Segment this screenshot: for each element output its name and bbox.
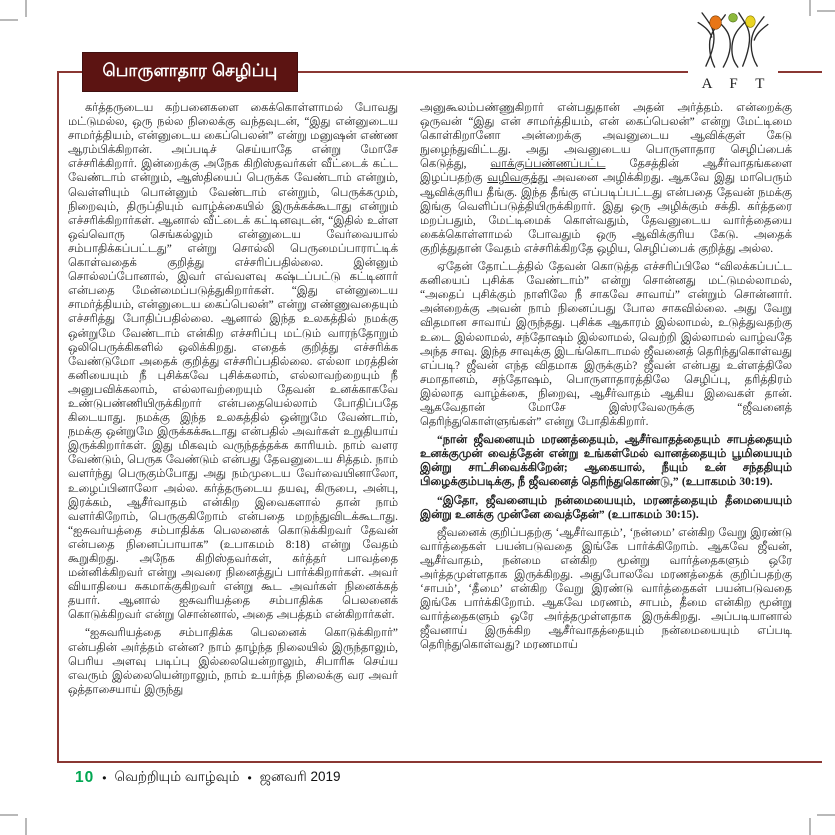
aft-logo-text: A F T	[701, 76, 772, 92]
crop-mark-top-right-h	[817, 10, 835, 12]
paragraph-segment: அவனை அழிக்கிறது. ஆகவே இது மாபெரும் ஆவிக்குரிய தீங்கு. இந்த தீங்கு எப்படிப்பட்டது என்பதை தேவன் நமக்கு இங்கு வெளிப்படுத்தியிருக்கிறார். இது ஒரு அழிக்கும் சக்தி. கர்த்தரை மறப்பதும், மேட்டிமைக் கொள்வதும், தேவனுடைய வார்த்தையை கைக்கொள்ளாமல் போவதும் ஒரு ஆவிக்குரிய கேடு. அதைக் குறித்துதான் வேதம் எச்சரிக்கிறதே ஒழிய, செழிப்பைக் குறித்து அல்ல.	[420, 172, 792, 255]
aft-logo-figures-icon	[695, 10, 771, 75]
left-border-rule	[57, 71, 59, 763]
crop-mark-top-left-h	[0, 19, 18, 21]
article-body	[68, 101, 792, 761]
paragraph-segment: அனுகூலம்பண்ணுகிறார் என்பதுதான் அதன் அர்த்தம். என்றைக்கு ஒருவன் “இது என் சாமர்த்தியம், என் கைப்பெலன்” என்று மேட்டிமை கொள்கிறானோ அன்றைக்கு அவனுடைய ஆவிக்குள் கேடு நுழைந்துவிட்டது. அது அவனுடைய பொருளாதார செழிப்பைக் கெடுத்து,	[420, 102, 792, 171]
footer-rule	[57, 761, 822, 763]
crop-mark-bottom-left-h	[0, 814, 18, 816]
paragraph: ஜீவனைக் குறிப்பதற்கு ‘ஆசீர்வாதம்’, ‘நன்மை’ என்கிற வேறு இரண்டு வார்த்தைகள் பயன்படுவதை இங்கே பார்க்கிறோம். ஆகவே ஜீவன், ஆசீர்வாதம், நன்மை என்கிற மூன்று வார்த்தைகளும் ஒரே அர்த்தமுள்ளதாக இருக்கிறது. அதுபோலவே மரணத்தைக் குறிப்பதற்கு ‘சாபம்’, ‘தீமை’ என்கிற வேறு இரண்டு வார்த்தைகள் பயன்படுவதை இங்கே பார்க்கிறோம். ஆகவே மரணம், சாபம், தீமை என்கிற மூன்று வார்த்தைகளும் ஒரே அர்த்தமுள்ளதாக இருக்கிறது. அப்படியானால் ஜீவனாய் இருக்கிற ஆசீர்வாதத்தையும் நன்மையையும் எப்படி தெரிந்துகொள்வது? மரணமாய்	[420, 526, 792, 652]
magazine-title: வெற்றியும் வாழ்வும்	[114, 769, 240, 784]
issue-date: ஜனவரி 2019	[259, 769, 341, 784]
paragraph: ஏதேன் தோட்டத்தில் தேவன் கொடுத்த எச்சரிப்பிலே “விலக்கப்பட்ட கனியைப் புசிக்க வேண்டாம்” என்று சொன்னது மட்டுமல்லாமல், “அதைப் புசிக்கும் நாளிலே நீ சாகவே சாவாய்” என்றும் சொன்னார். அன்றைக்கு அவன் நாம் நினைப்பது போல சாகவில்லை. அது வேறு விதமான சாவாய் இருந்தது. புசிக்க ஆகாரம் இல்லாமல், உடுத்துவதற்கு உடை இல்லாமல், சந்தோஷம் இல்லாமல், வெற்றி இல்லாமல் வாழ்வதே அந்த சாவு. இந்த சாவுக்கு இடங்கொடாமல் ஜீவனைத் தெரிந்துகொள்வது எப்படி? ஜீவன் எந்த விதமாக இருக்கும்? ஜீவன் என்பது உள்ளத்திலே சமாதானம், சந்தோஷம், பொருளாதாரத்திலே செழிப்பு, தரித்திரம் இல்லாத வாழ்க்கை, நிறைவு, ஆசீர்வாதம் ஆகிய இவைகள் தான். ஆகவேதான் மோசே இஸ்ரவேலருக்கு “ஜீவனைத் தெரிந்துகொள்ளுங்கள்” என்று போதிக்கிறார்.	[420, 261, 792, 429]
article-column-left	[68, 101, 398, 761]
crop-mark-bottom-right-v	[809, 818, 811, 835]
article-column-right	[420, 101, 792, 761]
crop-mark-top-left-v	[25, 0, 27, 17]
section-header-badge	[82, 52, 298, 92]
page-number: 10	[75, 769, 95, 786]
footer-separator: •	[102, 771, 107, 785]
underlined-phrase: வழிவகுத்து	[487, 172, 548, 185]
crop-mark-bottom-right-h	[817, 814, 835, 816]
scripture-quote: “இதோ, ஜீவனையும் நன்மையையும், மரணத்தையும் தீமையையும் இன்று உனக்கு முன்னே வைத்தேன்” (உபாகமம் 30:15).	[420, 494, 792, 521]
footer-separator: •	[247, 771, 252, 785]
paragraph: “ஐசுவரியத்தை சம்பாதிக்க பெலனைக் கொடுக்கிறார்” என்பதின் அர்த்தம் என்ன? நாம் தாழ்ந்த நிலையில் இருந்தாலும், பெரிய அளவு படிப்பு இல்லையென்றாலும், சிபாரிசு செய்ய எவரும் இல்லையென்றாலும், நாம் உயர்ந்த நிலைக்கு வர அவர் ஒத்தாசையாய் இருந்து	[68, 627, 398, 696]
section-title: பொருளாதார செழிப்பு	[102, 61, 278, 80]
scripture-quote: “நான் ஜீவனையும் மரணத்தையும், ஆசீர்வாதத்தையும் சாபத்தையும் உனக்குமுன் வைத்தேன் என்று உங்கள்மேல் வானத்தையும் பூமியையும் இன்று சாட்சிவைக்கிறேன்; ஆகையால், நீயும் உன் சந்ததியும் பிழைக்கும்படிக்கு, நீ ஜீவனைத் தெரிந்துகொண்டு,” (உபாகமம் 30:19).	[420, 434, 792, 489]
paragraph-segment: தேசத்தின் ஆசீர்வாதங்களை இழப்பதற்கு	[420, 158, 792, 185]
page-footer	[75, 767, 340, 789]
crop-mark-bottom-left-v	[25, 818, 27, 835]
crop-mark-top-right-v	[809, 0, 811, 16]
aft-logo	[688, 10, 778, 96]
paragraph	[420, 101, 792, 256]
underlined-phrase: வாக்குப்பண்ணப்பட்ட	[490, 158, 606, 171]
paragraph: கர்த்தருடைய கற்பனைகளை கைக்கொள்ளாமல் போவது மட்டுமல்ல, ஒரு நல்ல நிலைக்கு வந்தவுடன், “இது என்னுடைய சாமர்த்தியம், என்னுடைய கைப்பெலன்” என்று மனுஷன் எண்ண ஆரம்பிக்கிறான். அப்படிச் செய்யாதே என்று மோசே எச்சரிக்கிறார். இன்றைக்கு அநேக கிறிஸ்தவர்கள் வீட்டைக் கட்ட வேண்டாம் என்றும், ஆஸ்தியைப் பெருக்க வேண்டாம் என்றும், வெள்ளியும் பொன்னும் வேண்டாம் என்றும், பெருக்கமும், நிறைவும், திருப்தியும் வாழ்க்கையில் இருக்கக்கூடாது என்றும் எச்சரிக்கிறார்கள். ஆனால் வீட்டைக் கட்டினவுடன், “இதில் உள்ள ஒவ்வொரு செங்கல்லும் என்னுடைய வேர்வையால் சம்பாதிக்கப்பட்டது” என்று சொல்லி பெருமைப்பாராட்டிக் கொள்வதைக் குறித்து எச்சரிப்பதில்லை. இன்னும் சொல்லப்போனால், இவர் எவ்வளவு கஷ்டப்பட்டு கட்டினார் என்பதை மேன்மைப்படுத்துகிறார்கள். “இது என்னுடைய சாமர்த்தியம், என்னுடைய கைப்பெலன்” என்று எண்ணுவதையும் எச்சரித்து போதிப்பதில்லை. ஆனால் இந்த உலகத்தில் நமக்கு ஒன்றுமே வேண்டாம் என்கிற எச்சரிப்பு மட்டும் வாரந்தோறும் ஒலிபெருக்கிகளில் ஒலிக்கிறது. எதைக் குறித்து எச்சரிக்க வேண்டுமோ அதைக் குறித்து எச்சரிப்பதில்லை. எல்லா மரத்தின் கனியையும் நீ புசிக்கவே புசிக்கலாம், எல்லாவற்றையும் நீ அனுபவிக்கலாம், எல்லாவற்றையும் தேவன் உனக்காகவே உண்டுபண்ணியிருக்கிறார் என்பதையெல்லாம் போதிப்பதே கிடையாது. நமக்கு இந்த உலகத்தில் ஒன்றுமே வேண்டாம், நமக்கு ஒன்றுமே இருக்கக்கூடாது என்பதில் அவர்கள் உறுதியாய் இருக்கிறார்கள். இது மிகவும் வருந்தத்தக்க காரியம். நாம் வளர வேண்டும், பெருக வேண்டும் என்பது தேவனுடைய சித்தம். நாம் வளர்ந்து பெருகும்போது அது நம்முடைய வேர்வையினாலோ, உழைப்பினாலோ அல்ல. கர்த்தருடைய தயவு, கிருபை, அன்பு, இரக்கம், ஆசீர்வாதம் என்கிற இவைகளால் தான் நாம் வளர்கிறோம், பெருகுகிறோம் என்பதை மறந்துவிடக்கூடாது. “ஐசுவர்யத்தை சம்பாதிக்க பெலனைக் கொடுக்கிறவர் தேவன் என்பதை நினைப்பாயாக” (உபாகமம் 8:18) என்று வேதம் கூறுகிறது. அநேக கிறிஸ்தவர்கள், கர்த்தர் பாவத்தை மன்னிக்கிறவர் என்று அவரை நினைத்துப் பார்க்கிறார்கள். அவர் வியாதியை சுகமாக்குகிறவர் என்று கூட அவர்கள் நினைக்கத் தயார். ஆனால் ஐசுவரியத்தை சம்பாதிக்க பெலனைக் கொடுக்கிறவர் என்று சொன்னால், அதை அபத்தம் என்கிறார்கள்.	[68, 102, 398, 622]
